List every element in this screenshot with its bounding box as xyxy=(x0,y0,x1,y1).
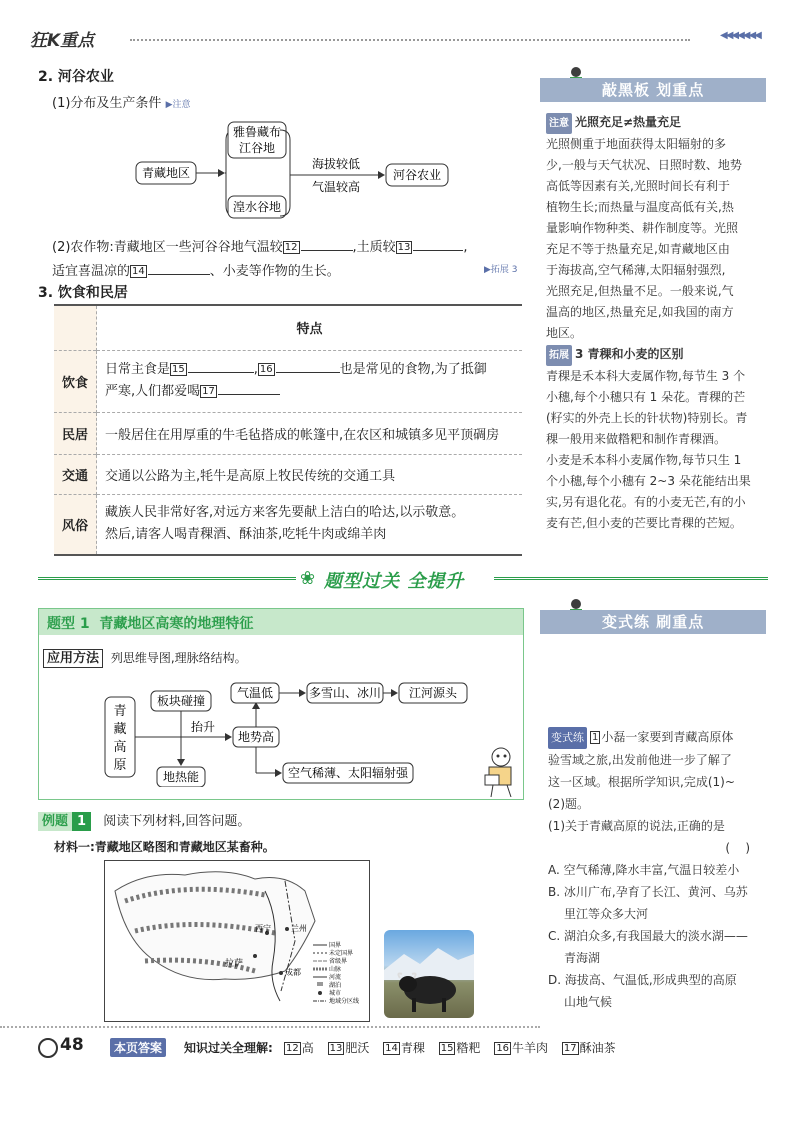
flow-diagram xyxy=(130,118,460,222)
note-tag-label: 注意 xyxy=(546,113,572,134)
expand-tag-label: 拓展 xyxy=(546,345,572,366)
mm-plate: 板块碰撞 xyxy=(156,694,206,708)
page-number: 48 xyxy=(60,1035,84,1055)
row-label-transport: 交通 xyxy=(54,454,97,494)
mm-lift: 抬升 xyxy=(190,720,216,734)
table-row: 交通 交通以公路为主,牦牛是高原上牧民传统的交通工具 xyxy=(54,454,522,494)
footer xyxy=(38,1036,638,1060)
legend-item: 湖泊 xyxy=(329,982,342,989)
table-header-row xyxy=(54,306,522,350)
sidebar-2-body: 变式练 1 小磊一家要到青藏高原体 验雪域之旅,出发前他进一步了解了 这一区域。根据所学知识,完成(1)~ (2)题。 (1)关于青藏高原的说法,正确的是 ( ) A. 空气稀薄,降水丰富,气温日较差小 B. 冰川广布,孕育了长江、黄河、乌苏 里江等众多大河 C. 湖泊众多,有我国最大的淡水湖—— 青海湖 D. 海拔高、气温低,形成典型的高原 山地气候 xyxy=(548,726,764,1013)
footer-divider xyxy=(0,1026,540,1028)
mm-root-3: 高 xyxy=(113,740,127,755)
map-label-lhasa: 拉萨 xyxy=(225,959,244,969)
legend-item: 未定国界 xyxy=(329,950,354,957)
row-label-diet: 饮食 xyxy=(54,350,97,412)
row-label-customs: 风俗 xyxy=(54,494,97,554)
banner-swirl-icon: ❀ xyxy=(300,568,316,589)
sidebar-2-title: 变式练 刷重点 xyxy=(540,610,766,634)
col-header: 特点 xyxy=(296,322,323,338)
blank-14[interactable] xyxy=(148,274,210,275)
variant-tag: 变式练 xyxy=(548,727,587,749)
mm-cold: 气温低 xyxy=(236,686,274,700)
answer-tag: 本页答案 xyxy=(110,1038,166,1057)
blank-13[interactable] xyxy=(413,250,463,251)
banner-line-right xyxy=(494,577,768,580)
section-2-sub2: (2)农作物:青藏地区一些河谷谷地气温较 12 ,土质较 13 , 适宜喜温凉的 14 、小麦等作物的生长。 xyxy=(52,240,468,279)
expand-tag-3: ▶拓展 3 xyxy=(484,265,518,275)
header-dotted-line xyxy=(130,39,690,41)
example-num: 1 xyxy=(72,812,91,831)
mm-snow: 多雪山、冰川 xyxy=(308,686,382,700)
cartoon-reader-icon xyxy=(483,745,521,797)
header-arrows: ◀◀◀◀◀◀◀ xyxy=(720,30,760,41)
sidebar-1 xyxy=(540,66,766,556)
mind-map xyxy=(99,675,479,787)
yak-photo xyxy=(384,930,474,1018)
mm-source: 江河源头 xyxy=(408,686,458,700)
example-prompt: 阅读下列材料,回答问题。 xyxy=(103,814,251,829)
mm-thin: 空气稀薄、太阳辐射强 xyxy=(287,766,409,780)
method-label: 应用方法 xyxy=(43,649,103,668)
answer-list: 12 高 13 肥沃 14 青稞 15 糌粑 16 牛羊肉 17 酥油茶 xyxy=(286,1041,616,1055)
option-b[interactable]: B. 冰川广布,孕育了长江、黄河、乌苏 xyxy=(548,885,748,899)
note-tag: ▶注意 xyxy=(165,100,191,110)
type-1-title-bar xyxy=(39,609,523,635)
type-1-box xyxy=(38,608,524,800)
sidebar-1-title: 敲黑板 划重点 xyxy=(540,78,766,102)
section-2-title: 2. 河谷农业 xyxy=(38,69,114,85)
example-tag: 例题 xyxy=(38,812,72,831)
text-branch1-line1: 雅鲁藏布 xyxy=(232,125,282,139)
option-a[interactable]: A. 空气稀薄,降水丰富,气温日较差小 xyxy=(548,863,740,877)
material-1: 材料一:青藏地区略图和青藏地区某畜种。 xyxy=(54,840,275,854)
blank-16[interactable] xyxy=(276,372,340,373)
logo: 狂K重点 xyxy=(30,31,95,51)
legend-item: 山脉 xyxy=(329,966,342,973)
text-branch2: 湟水谷地 xyxy=(232,200,282,214)
mm-high: 地势高 xyxy=(237,730,275,744)
text-cond1: 海拔较低 xyxy=(311,157,361,171)
map-label-xining: 西宁 xyxy=(255,924,271,933)
text-cond2: 气温较高 xyxy=(311,180,361,194)
section-2-sub1 xyxy=(52,92,190,111)
option-c[interactable]: C. 湖泊众多,有我国最大的淡水湖—— xyxy=(548,929,748,943)
yak-icon xyxy=(384,930,474,1018)
page-header xyxy=(30,26,770,52)
option-d[interactable]: D. 海拔高、气温低,形成典型的高原 xyxy=(548,973,737,987)
text-region: 青藏地区 xyxy=(141,166,191,180)
legend-item: 城市 xyxy=(329,990,342,997)
mm-root-1: 青 xyxy=(113,704,127,719)
feature-table xyxy=(54,306,522,554)
table-row: 饮食 日常主食是 15 , 16 也是常见的食物,为了抵御 严寒,人们都爱喝 17 xyxy=(54,350,522,412)
type-1-title: 题型 1 青藏地区高寒的地理特征 xyxy=(47,616,254,632)
mm-root-4: 原 xyxy=(113,758,127,773)
answer-paren[interactable]: ( ) xyxy=(725,841,750,855)
mm-geothermal: 地热能 xyxy=(162,770,200,784)
section-3-title: 3. 饮食和民居 xyxy=(38,285,128,301)
text-result: 河谷农业 xyxy=(392,168,442,182)
example-1-row xyxy=(38,810,250,829)
text-branch1-line2: 江谷地 xyxy=(238,141,276,155)
map-label-lanzhou: 兰州 xyxy=(291,924,307,933)
sidebar-2 xyxy=(540,598,766,1008)
table-row: 风俗 藏族人民非常好客,对远方来客先要献上洁白的哈达,以示敬意。 然后,请客人喝青稞酒、酥油茶,吃牦牛肉或绵羊肉 xyxy=(54,494,522,554)
tibet-map xyxy=(104,860,370,1022)
section-banner xyxy=(38,566,768,592)
clock-icon xyxy=(38,1038,58,1058)
row-label-housing: 民居 xyxy=(54,412,97,454)
legend-item: 国界 xyxy=(329,942,342,949)
map-svg xyxy=(105,861,369,1021)
sidebar-1-note: 注意 光照充足≠热量充足 光照侧重于地面获得太阳辐射的多 少,一般与天气状况、日照时数、地势 高低等因素有关,光照时间长有利于 植物生长;而热量与温度高低有关,热 量影响作物种类、耕作制度等。光照 充足不等于热量充足,如青藏地区由 于海拔高,空气稀薄,太阳辐射强烈, 光照充足,但热量不足。一般来说,气 温高的地区,热量充足,如我国的南方 地区。 拓展 3 青稞和小麦的区别 青稞是禾本科大麦属作物,每节生 3 个 小穗,每个小穗只有 1 朵花。青稞的芒 (籽实的外壳上长的针状物)特别长。青 稞一般用来做糌粑和制作青稞酒。 小麦是禾本科小麦属作物,每节只生 1 个小穗,每个小穗有 2~3 朵花能结出果 实,另有退化花。有的小麦无芒,有的小 麦有芒,但小麦的芒要比青稞的芒短。 xyxy=(546,115,751,530)
mm-root-2: 藏 xyxy=(113,722,127,737)
feature-table-wrap xyxy=(54,304,522,556)
blank-15[interactable] xyxy=(188,372,254,373)
blank-17[interactable] xyxy=(218,394,280,395)
legend-item: 省级界 xyxy=(329,958,348,965)
map-label-chengdu: 成都 xyxy=(285,968,301,977)
method-row xyxy=(43,647,247,666)
banner-title: 题型过关 全提升 xyxy=(324,571,465,592)
answer-label: 知识过关全理解: xyxy=(184,1041,273,1055)
legend-item: 地域分区线 xyxy=(329,998,360,1005)
method-text: 列思维导图,理脉络结构。 xyxy=(110,651,247,665)
blank-12[interactable] xyxy=(301,250,353,251)
legend-item: 河流 xyxy=(329,974,342,981)
map-legend xyxy=(313,941,359,1005)
table-row: 民居 一般居住在用厚重的牛毛毡搭成的帐篷中,在农区和城镇多见平顶碉房 xyxy=(54,412,522,454)
sub1-text: (1)分布及生产条件 xyxy=(52,96,162,111)
banner-line-left xyxy=(38,577,296,580)
